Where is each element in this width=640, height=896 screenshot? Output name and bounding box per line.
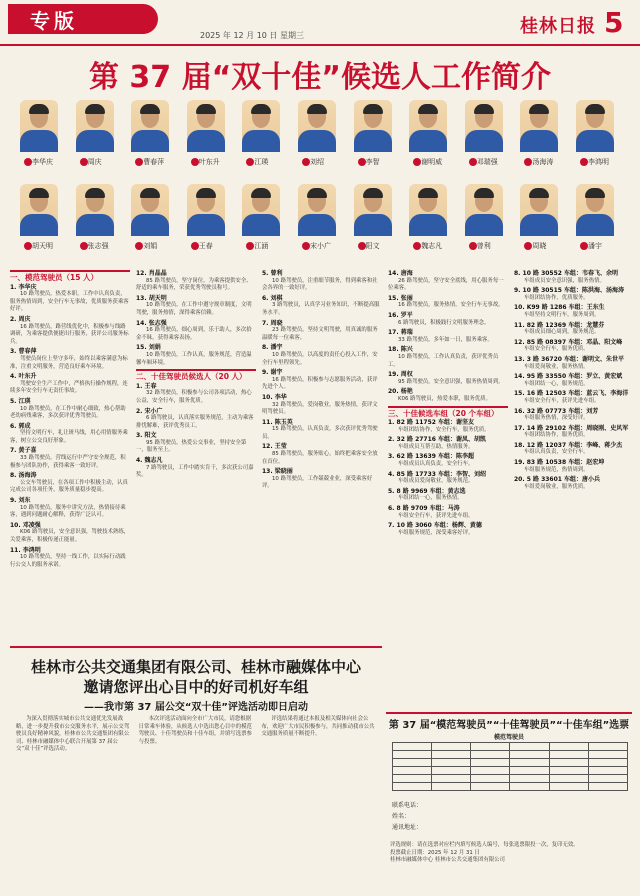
ballot-title: 第 37 届“模范驾驶员”“十佳驾驶员”“十佳车组”选票 xyxy=(388,720,630,731)
notice-subtitle: ——我市第 37 届公交“双十佳”评选活动即日启动 xyxy=(83,702,309,713)
candidate-card xyxy=(403,184,453,260)
entry-text: 6 路驾驶员，积极践行文明服务理念。 xyxy=(398,319,490,326)
entry-text: 85 路驾驶员，坚守岗位，为乘客提供安全、舒适的乘车服务，荣获优秀驾驶员称号。 xyxy=(136,277,252,292)
candidate-card xyxy=(292,100,342,176)
ballot-cell[interactable] xyxy=(588,751,627,759)
candidate-name: 魏志凡 xyxy=(421,242,443,250)
entry-heading: 8. 汤海涛 xyxy=(10,472,37,480)
notice-body xyxy=(16,716,376,754)
entry-text: 85 路驾驶员，服务贴心，始终把乘客安全放在首位。 xyxy=(262,451,378,465)
entry-text: 10 路驾驶员，坚持一线工作，以实际行动践行公交人的服务承诺。 xyxy=(10,554,126,568)
candidate-name: 张志强 xyxy=(87,242,109,250)
entry-heading: 1. 李华庆 xyxy=(10,283,37,291)
entry-text: 车组成员互帮互助，热情服务。 xyxy=(398,443,474,450)
ballot-cell[interactable] xyxy=(432,767,471,775)
entry-heading: 14. 唐海 xyxy=(388,270,413,277)
entry-heading: 10. 邓凌强 xyxy=(10,521,41,529)
entry-list xyxy=(262,270,382,491)
candidate-card xyxy=(14,184,64,260)
ballot-cell[interactable] xyxy=(510,759,549,767)
ballot-footer xyxy=(390,842,630,865)
entry-text: 10 路驾驶员，工作认真，服务规范，营造温馨车厢环境。 xyxy=(136,351,252,366)
entry-heading: 9. 刘东 xyxy=(10,497,31,505)
entry-heading: 5. 8 路 9969 车组：黄志选 xyxy=(388,487,466,495)
ballot-cell[interactable] xyxy=(549,767,588,775)
ballot-cell[interactable] xyxy=(549,759,588,767)
bullet-icon xyxy=(358,242,366,250)
candidate-card xyxy=(125,184,175,260)
notice-rule xyxy=(10,646,382,648)
entry-heading: 9. 谢宇 xyxy=(262,369,283,377)
candidate-card xyxy=(14,100,64,176)
bullet-icon xyxy=(135,242,143,250)
entry-heading: 20. 5 路 33601 车组：唐小兵 xyxy=(514,476,601,484)
ballot-cell[interactable] xyxy=(549,751,588,759)
candidate-name: 阳文 xyxy=(365,242,380,250)
entry-text: 车组成员安全意识强，服务热情。 xyxy=(524,277,605,284)
entry-text: 16 路驾驶员，服务热情，安全行车无事故。 xyxy=(398,302,504,309)
ballot-cell[interactable] xyxy=(393,759,432,767)
entry-heading: 9. 10 路 30515 车组：陈洪海、汤海涛 xyxy=(514,287,625,295)
ballot-cell[interactable] xyxy=(471,783,510,791)
entry-heading: 13. 胡天明 xyxy=(136,294,167,302)
entry-text: 坚持文明行车，礼让斑马线，用心用情服务乘客，树立公交良好形象。 xyxy=(10,430,128,444)
entry-heading: 12. 肖晶晶 xyxy=(136,270,167,277)
candidate-photo xyxy=(298,184,336,236)
entry-text: 10 路驾驶员，注重细节服务，得到乘客和社会各界的一致好评。 xyxy=(262,277,378,292)
entry-text: 车组团结协作，优质服务。 xyxy=(524,294,589,301)
entry-text: 车组安全行车，服务优质。 xyxy=(524,346,589,353)
column-4 xyxy=(388,268,508,538)
ballot-cell[interactable] xyxy=(588,775,627,783)
ballot-rule xyxy=(386,712,632,714)
candidate-photo xyxy=(576,184,614,236)
candidate-name: 谢明威 xyxy=(421,158,443,166)
section-heading: 二、十佳驾驶员候选人（20 人） xyxy=(136,372,247,382)
entry-text: 3 路驾驶员，认真学习业务知识，不断提高服务水平。 xyxy=(262,302,380,316)
ballot-cell[interactable] xyxy=(393,767,432,775)
candidate-name: 江涵 xyxy=(254,242,269,250)
candidate-name: 周晓 xyxy=(532,242,547,250)
candidate-card xyxy=(348,100,398,176)
entry-text: 车组坚持文明行车，服务周到。 xyxy=(524,311,600,318)
candidate-photo xyxy=(354,184,392,236)
candidate-photo xyxy=(298,100,336,152)
candidate-card xyxy=(181,100,231,176)
section-rule xyxy=(136,369,256,371)
bullet-icon xyxy=(524,158,532,166)
entry-heading: 11. 李鸿明 xyxy=(10,546,41,554)
issue-date: 2025 年 12 月 10 日 星期三 xyxy=(200,31,304,40)
entry-text: 10 路驾驶员，热爱本职，工作中认真负责，服务热情周到，安全行车无事故，优质服务获乘客好评。 xyxy=(10,291,129,313)
entry-text: 驾驶员岗位上坚守多年，始终以乘客满意为标准，注重文明服务，营造良好乘车环境。 xyxy=(10,355,128,370)
candidate-card xyxy=(181,184,231,260)
column-2 xyxy=(136,268,256,481)
header-rule xyxy=(0,44,640,46)
ballot-cell[interactable] xyxy=(510,783,549,791)
bullet-icon xyxy=(135,158,143,166)
entry-list xyxy=(514,270,634,491)
bullet-icon xyxy=(191,242,199,250)
entry-text: 车组服务规范，热情周到。 xyxy=(524,466,589,473)
entry-text: 33 路驾驶员，营线运行中严守安全规范，积极参与团队协作，获得乘客一致好评。 xyxy=(10,455,126,469)
entry-text: 驾驶安全生产工作中，严格执行操作规程，连续多年安全行车无责任事故。 xyxy=(10,380,128,395)
candidate-photo xyxy=(576,100,614,152)
candidate-photo xyxy=(409,100,447,152)
entry-text: 26 路驾驶员，坚守安全底线，用心服务每一位乘客。 xyxy=(388,277,504,292)
candidate-name: 周庆 xyxy=(87,158,102,166)
bullet-icon xyxy=(246,158,254,166)
ballot-organizers: 桂林市融媒体中心 桂林市公共交通集团有限公司 xyxy=(390,857,505,864)
section-tab-label: 专版 xyxy=(30,9,78,33)
entry-text: 10 路驾驶员，服务中讲究方法，热情接待乘客，遇到问题耐心解释，获得广泛认可。 xyxy=(10,504,126,519)
candidate-name: 江瑛 xyxy=(254,158,269,166)
candidate-photo xyxy=(76,184,114,236)
entry-text: 32 路驾驶员，积极参与公司各项活动，热心公益，安全行车，服务优质。 xyxy=(136,390,252,404)
entry-list xyxy=(136,270,256,367)
bullet-icon xyxy=(302,242,310,250)
bullet-icon xyxy=(24,242,32,250)
candidate-photo xyxy=(131,184,169,236)
entry-heading: 14. 张志强 xyxy=(136,319,167,327)
ballot-cell[interactable] xyxy=(549,783,588,791)
candidate-photo-grid xyxy=(14,100,626,264)
bullet-icon xyxy=(580,158,588,166)
column-5 xyxy=(514,268,634,492)
ballot-subtitle: 模范驾驶员 xyxy=(493,734,524,741)
entry-text: 车组团结协作，服务优质。 xyxy=(524,432,589,439)
entry-heading: 7. 黄子喜 xyxy=(10,447,37,455)
ballot-name-label: 姓名： xyxy=(392,813,411,820)
candidate-card xyxy=(292,184,342,260)
ballot-cell[interactable] xyxy=(471,767,510,775)
candidate-card xyxy=(514,100,564,176)
entry-text: 10 路驾驶员，工作兢兢业业，深受乘客好评。 xyxy=(262,475,373,490)
entry-heading: 19. 83 路 10538 车组：赵宏坤 xyxy=(514,459,605,467)
entry-heading: 18. 12 路 12037 车组：李峰、蒋少杰 xyxy=(514,441,623,449)
entry-heading: 8. 10 路 30552 车组：韦春飞、余明 xyxy=(514,270,619,277)
entry-text: 10 路驾驶员，工作认真负责，获评优秀员工。 xyxy=(388,353,499,368)
bullet-icon xyxy=(358,158,366,166)
candidate-photo xyxy=(187,184,225,236)
candidate-photo xyxy=(465,184,503,236)
entry-text: 车组服务规范，深受乘客好评。 xyxy=(398,529,474,536)
entry-text: 95 路驾驶员，安全意识强，服务热情周到。 xyxy=(398,378,504,385)
candidate-name: 曹春萍 xyxy=(143,158,165,166)
bullet-icon xyxy=(80,242,88,250)
ballot-cell[interactable] xyxy=(432,775,471,783)
candidate-name: 宋小广 xyxy=(310,242,331,250)
ballot-cell[interactable] xyxy=(393,743,432,751)
entry-heading: 4. 85 路 17733 车组：李智、刘绍 xyxy=(388,470,487,478)
candidate-photo xyxy=(520,184,558,236)
ballot-cell[interactable] xyxy=(393,775,432,783)
entry-heading: 5. 江瑛 xyxy=(10,397,31,405)
entry-text: K06 路驾驶员，安全意识强，驾驶技术熟练，关爱乘客，积极传递正能量。 xyxy=(10,529,130,543)
candidate-name: 李鸿明 xyxy=(588,158,609,166)
ballot-address-label: 通讯地址： xyxy=(392,824,423,831)
ballot-phone-label: 联系电话： xyxy=(392,802,423,809)
entry-heading: 7. 10 路 3060 车组：杨辉、黄德 xyxy=(388,522,482,530)
candidate-card xyxy=(570,100,620,176)
entry-text: 车组团结协作，安全行车，服务优质。 xyxy=(398,426,490,433)
entry-heading: 1. 82 路 11752 车组：谢坚友 xyxy=(388,419,475,427)
ballot-deadline: 投票截止日期：2025 年 12 月 31 日 xyxy=(390,849,480,856)
ballot-table xyxy=(392,742,628,791)
ballot-cell[interactable] xyxy=(471,743,510,751)
entry-heading: 7. 周晓 xyxy=(262,319,283,327)
entry-text: 95 路驾驶员，热爱公交事业，坚持安全第一，服务至上。 xyxy=(136,439,247,454)
ballot-cell[interactable] xyxy=(432,759,471,767)
ballot-cell[interactable] xyxy=(510,767,549,775)
ballot-cell[interactable] xyxy=(588,759,627,767)
candidate-name: 叶东升 xyxy=(198,158,220,166)
ballot-contact xyxy=(392,800,628,833)
candidate-card xyxy=(403,100,453,176)
entry-heading: 15. 刘娟 xyxy=(136,344,161,352)
section-heading: 一、模范驾驶员（15 人） xyxy=(10,273,99,282)
ballot-cell[interactable] xyxy=(471,751,510,759)
entry-list xyxy=(136,383,256,480)
bullet-icon xyxy=(469,242,477,250)
entry-text: 7 路驾驶员，工作中踏实肯干，多次获公司嘉奖。 xyxy=(136,464,254,479)
candidate-name: 刘绍 xyxy=(310,158,324,166)
entry-text: 23 路驾驶员，坚持文明驾驶，用真诚的服务温暖每一位乘客。 xyxy=(262,327,378,341)
notice-paragraph: 为深入贯彻落实城市公共交通优先发展战略，进一步提升我市公交服务水平，展示公交驾驶员良好精神风貌，桂林市公共交通集团有限公司、桂林市融媒体中心联合开展第 37 届公交“双十佳”评选活动。 xyxy=(16,716,130,753)
section-rule xyxy=(388,406,508,408)
entry-text: 车组成员认真负责，安全行车。 xyxy=(398,461,474,468)
section-heading: 三、十佳候选车组（20 个车组） xyxy=(388,408,499,418)
entry-text: 16 路驾驶员，积极参与志愿服务活动，获评先进个人。 xyxy=(262,376,378,391)
candidate-photo xyxy=(76,100,114,152)
candidate-photo xyxy=(242,100,280,152)
entry-text: 车组爱岗敬业，服务热情。 xyxy=(524,363,589,370)
ballot-cell[interactable] xyxy=(393,751,432,759)
entry-heading: 8. 潘宇 xyxy=(262,344,283,352)
bullet-icon xyxy=(191,158,199,166)
entry-heading: 17. 14 路 29102 车组：周晓刚、史风军 xyxy=(514,424,629,432)
ballot-cell[interactable] xyxy=(588,767,627,775)
ballot-cell[interactable] xyxy=(549,775,588,783)
entry-heading: 13. 3 路 36720 车组：谢明文、朱世平 xyxy=(514,355,625,363)
notice-headline: 邀请您评出心目中的好司机好车组 xyxy=(83,678,309,696)
candidate-photo xyxy=(520,100,558,152)
ballot-rule-text: 评选规则：请在选票对应栏内填写候选人编号，每张选票限投一次，复印无效。 xyxy=(390,842,579,848)
bullet-icon xyxy=(469,158,477,166)
bullet-icon xyxy=(524,242,532,250)
entry-text: 车组团结一心，服务规范。 xyxy=(524,380,589,387)
entry-heading: 15. 张丽 xyxy=(388,294,413,302)
candidate-name: 李华庆 xyxy=(32,158,53,166)
entry-heading: 2. 宋小广 xyxy=(136,407,163,415)
entry-text: 车组安全行车，获评先进车组。 xyxy=(398,512,474,519)
ballot-cell[interactable] xyxy=(393,783,432,791)
entry-heading: 19. 周权 xyxy=(388,371,413,379)
entry-heading: 16. 32 路 07773 车组：刘芳 xyxy=(514,407,599,415)
entry-heading: 3. 62 路 13639 车组：陈李超 xyxy=(388,453,475,461)
entry-text: 车组服务热情，深受好评。 xyxy=(524,415,589,422)
entry-heading: 3. 阳文 xyxy=(136,432,157,440)
entry-heading: 12. 85 路 08397 车组：邓晶、阳文峰 xyxy=(514,338,623,346)
entry-heading: 2. 周庆 xyxy=(10,315,31,323)
entry-text: 车组团结一心，服务热情。 xyxy=(398,495,463,502)
candidate-card xyxy=(459,184,509,260)
entry-text: 车组安全行车，获评先进车组。 xyxy=(524,397,600,404)
bullet-icon xyxy=(80,158,88,166)
entry-text: 6 路驾驶员，认真落实服务规范，主动为乘客排忧解难，获评优秀员工。 xyxy=(136,415,254,429)
masthead-logo: 桂林日报 xyxy=(520,16,596,37)
candidate-name: 刘娟 xyxy=(143,242,158,250)
entry-heading: 5. 曾利 xyxy=(262,270,283,277)
bullet-icon xyxy=(24,158,32,166)
candidate-card xyxy=(70,184,120,260)
entry-heading: 17. 蒋瑞 xyxy=(388,329,413,337)
ballot-cell[interactable] xyxy=(588,783,627,791)
ballot-cell[interactable] xyxy=(432,743,471,751)
entry-heading: 13. 梁晓丽 xyxy=(262,468,293,476)
candidate-card xyxy=(236,184,286,260)
page-title: 第 37 届“双十佳”候选人工作简介 xyxy=(88,60,552,95)
entry-heading: 12. 王莹 xyxy=(262,443,287,451)
entry-text: 10 路驾驶员，以高度的责任心投入工作，安全行车里程领先。 xyxy=(262,351,378,366)
entry-text: 10 路驾驶员，在工作中耐心细致，热心帮助老幼病残乘客，多次获评优秀驾驶员。 xyxy=(10,405,126,420)
entry-text: 15 路驾驶员，认真负责，多次获评优秀驾驶员。 xyxy=(262,426,378,440)
entry-heading: 11. 82 路 12369 车组：龙慧芬 xyxy=(514,321,605,329)
entry-heading: 6. 郭成 xyxy=(10,422,31,430)
candidate-name: 李智 xyxy=(365,158,380,166)
column-3 xyxy=(262,268,382,492)
entry-heading: 6. 刘棋 xyxy=(262,294,283,302)
notice-title: 桂林市公共交通集团有限公司、桂林市融媒体中心 xyxy=(30,658,361,676)
entry-text: 车组爱岗敬业，服务优质。 xyxy=(524,483,589,490)
candidate-card xyxy=(125,100,175,176)
candidate-name: 汤海涛 xyxy=(532,158,554,166)
entry-heading: 16. 罗平 xyxy=(388,311,413,319)
bullet-icon xyxy=(413,158,421,166)
ballot-cell[interactable] xyxy=(588,743,627,751)
entry-heading: 4. 叶东升 xyxy=(10,373,37,381)
entry-text: 32 路驾驶员，爱岗敬业，服务热情，获评文明驾驶员。 xyxy=(262,401,378,416)
entry-text: 车组成员爱岗敬业，服务规范。 xyxy=(398,478,474,485)
candidate-card xyxy=(514,184,564,260)
candidate-card xyxy=(70,100,120,176)
candidate-card xyxy=(236,100,286,176)
candidate-card xyxy=(348,184,398,260)
entry-heading: 15. 16 路 12503 车组：蓝云飞、李海洋 xyxy=(514,390,629,398)
candidate-card xyxy=(459,100,509,176)
entry-heading: 14. 95 路 33550 车组：罗立、黄宏斌 xyxy=(514,373,623,381)
entry-text: 公交车驾驶员，在各项工作中积极主动，认真完成公司各项任务，服务质量稳步提高。 xyxy=(10,479,128,494)
candidate-card xyxy=(570,184,620,260)
entry-heading: 6. 8 路 9709 车组：马涛 xyxy=(388,505,460,513)
candidate-photo xyxy=(354,100,392,152)
candidate-name: 潘宇 xyxy=(588,242,602,250)
entry-heading: 10. 李华 xyxy=(262,393,287,401)
entry-text: 16 路驾驶员，细心周到，乐于助人，多次拾金不昧，获得乘客表扬。 xyxy=(136,327,252,341)
entry-heading: 4. 魏志凡 xyxy=(136,457,163,465)
candidate-photo xyxy=(131,100,169,152)
page-number: 5 xyxy=(604,6,624,39)
candidate-name: 邓瑞强 xyxy=(476,158,498,166)
entry-heading: 2. 32 路 27716 车组：谢凤、胡凯 xyxy=(388,436,487,444)
bullet-icon xyxy=(580,242,588,250)
entry-heading: 10. K99 路 1286 车组：王东生 xyxy=(514,304,605,312)
entry-text: 16 路驾驶员，路营线优化中，积极参与线路调研，为乘客提供便捷出行服务，获评公司服务标兵。 xyxy=(10,323,129,345)
ballot-cell[interactable] xyxy=(549,743,588,751)
ballot-cell[interactable] xyxy=(510,775,549,783)
ballot-cell[interactable] xyxy=(432,751,471,759)
entry-text: 车组成员细心周到，服务规范。 xyxy=(524,329,600,336)
entry-text: K06 路驾驶员，热爱本职，服务优质。 xyxy=(398,395,491,402)
entry-list xyxy=(388,419,508,537)
candidate-name: 曾利 xyxy=(476,242,491,250)
entry-heading: 20. 杨艳 xyxy=(388,388,413,396)
column-1 xyxy=(10,268,130,570)
candidate-name: 王春 xyxy=(198,242,213,250)
bullet-icon xyxy=(246,242,254,250)
entry-heading: 3. 曹春萍 xyxy=(10,348,37,356)
bullet-icon xyxy=(413,242,421,250)
bullet-icon xyxy=(302,158,310,166)
section-rule xyxy=(10,270,130,272)
candidate-photo xyxy=(242,184,280,236)
notice-paragraph: 评选结果将通过本报及相关媒体向社会公布，欢迎广大市民积极参与，共同推动我市公共交通服务质量不断提升。 xyxy=(261,716,375,738)
entry-list xyxy=(388,270,508,404)
candidate-photo xyxy=(187,100,225,152)
entry-text: 车组认真负责，安全行车。 xyxy=(524,449,589,456)
candidate-name: 胡天明 xyxy=(32,242,53,250)
candidate-photo xyxy=(409,184,447,236)
notice-paragraph: 本次评选活动面向全市广大市民，请您根据日常乘车体验，从候选人中选出您心目中的模范驾驶员、十佳驾驶员和十佳车组，并填写选票参与投票。 xyxy=(138,716,252,745)
entry-heading: 1. 王春 xyxy=(136,382,157,390)
entry-text: 33 路驾驶员，多年如一日，服务乘客。 xyxy=(398,336,493,343)
candidate-photo xyxy=(20,100,58,152)
ballot-cell[interactable] xyxy=(510,743,549,751)
candidate-photo xyxy=(465,100,503,152)
entry-heading: 18. 陈兴 xyxy=(388,346,413,354)
ballot-cell[interactable] xyxy=(471,759,510,767)
candidate-photo xyxy=(20,184,58,236)
ballot-cell[interactable] xyxy=(471,775,510,783)
entry-text: 10 路驾驶员，在工作中遵守规章制度，文明驾驶，服务热情，深得乘客信赖。 xyxy=(136,302,252,316)
ballot-cell[interactable] xyxy=(432,783,471,791)
ballot-cell[interactable] xyxy=(510,751,549,759)
entry-heading: 11. 陈玉英 xyxy=(262,418,293,426)
entry-list xyxy=(10,284,130,570)
